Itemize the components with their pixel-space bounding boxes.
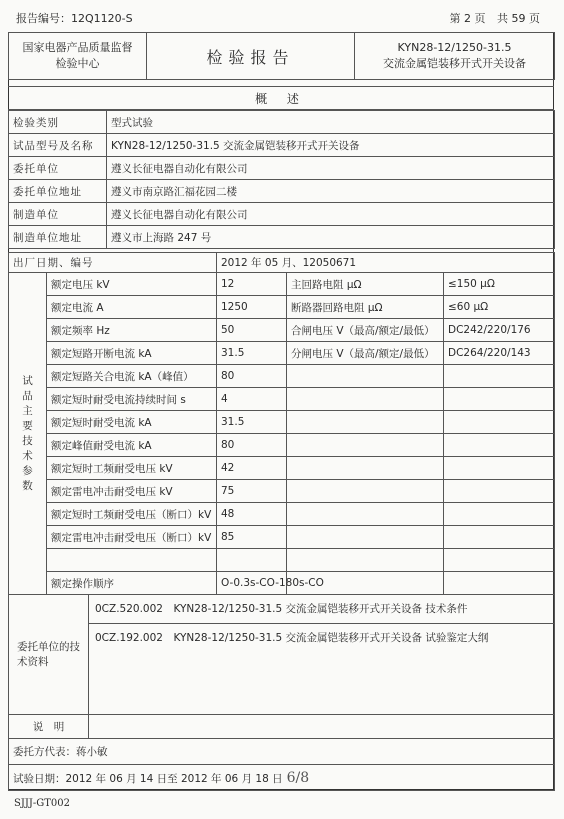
- param-row: [9, 319, 555, 342]
- param-value: [444, 457, 555, 480]
- tech-docs-list: [89, 595, 555, 715]
- param-name: 额定雷电冲击耐受电压 kV: [47, 480, 217, 503]
- param-value: ≤150 μΩ: [444, 273, 555, 296]
- param-value: 48: [217, 503, 287, 526]
- param-value: 1250: [217, 296, 287, 319]
- param-name: [287, 411, 444, 434]
- param-name: [287, 503, 444, 526]
- info-table: [8, 110, 555, 249]
- param-name: 额定短路开断电流 kA: [47, 342, 217, 365]
- testing-center: [9, 33, 147, 80]
- param-value: 80: [217, 434, 287, 457]
- info-value: 型式试验: [107, 111, 555, 134]
- info-value: 遵义长征电器自动化有限公司: [107, 157, 555, 180]
- org-line1: 国家电器产品质量监督: [22, 41, 133, 54]
- report-header: [8, 32, 555, 80]
- param-row: [9, 273, 555, 296]
- param-name: [287, 388, 444, 411]
- info-label: 试品型号及名称: [9, 134, 107, 157]
- param-name: 额定电压 kV: [47, 273, 217, 296]
- serial-table: [8, 252, 555, 273]
- param-name: 额定雷电冲击耐受电压（断口）kV: [47, 526, 217, 549]
- product-header: [355, 33, 555, 80]
- param-name: 合闸电压 V（最高/额定/最低）: [287, 319, 444, 342]
- report-number: 报告编号：12Q1120-S: [16, 12, 133, 25]
- param-row: [9, 503, 555, 526]
- info-row: [9, 180, 555, 203]
- delegate: 委托方代表：蒋小敏: [9, 739, 555, 765]
- info-row: [9, 134, 555, 157]
- param-value: [444, 503, 555, 526]
- serial-label: 出厂日期、编号: [9, 253, 217, 273]
- note-value: [89, 715, 555, 739]
- form-code: SJJJ-GT002: [14, 798, 71, 809]
- param-row: [9, 480, 555, 503]
- param-name: 额定短时耐受电流持续时间 s: [47, 388, 217, 411]
- param-row: [9, 365, 555, 388]
- param-row: [9, 572, 555, 595]
- param-row: [9, 434, 555, 457]
- param-name: [287, 480, 444, 503]
- params-side-label: 试品主要技术参数: [9, 273, 47, 595]
- handwritten-note: 6/8: [286, 769, 310, 786]
- product-model: KYN28-12/1250-31.5: [397, 41, 512, 54]
- param-row: [9, 296, 555, 319]
- param-name: [287, 526, 444, 549]
- info-row: [9, 203, 555, 226]
- param-value: 75: [217, 480, 287, 503]
- param-name: 额定频率 Hz: [47, 319, 217, 342]
- param-name: [287, 434, 444, 457]
- info-value: 遵义长征电器自动化有限公司: [107, 203, 555, 226]
- param-name: 主回路电阻 μΩ: [287, 273, 444, 296]
- param-name: 额定短时耐受电流 kA: [47, 411, 217, 434]
- param-value: [217, 549, 287, 572]
- param-value: [444, 549, 555, 572]
- info-value: 遵义市南京路汇福花园二楼: [107, 180, 555, 203]
- param-row: [9, 526, 555, 549]
- param-value: [444, 388, 555, 411]
- info-label: 委托单位地址: [9, 180, 107, 203]
- tech-doc-item: 0CZ.520.002 KYN28-12/1250-31.5 交流金属铠装移开式开关设备 技术条件: [89, 595, 554, 624]
- param-value: 4: [217, 388, 287, 411]
- info-label: 制造单位: [9, 203, 107, 226]
- param-name: 额定峰值耐受电流 kA: [47, 434, 217, 457]
- param-row: [9, 411, 555, 434]
- param-name: 额定短时工频耐受电压 kV: [47, 457, 217, 480]
- param-value: [444, 434, 555, 457]
- report-title: 检验报告: [147, 33, 355, 80]
- footer-table: [8, 714, 555, 739]
- param-value: 31.5: [217, 411, 287, 434]
- param-value: [444, 365, 555, 388]
- info-row: [9, 157, 555, 180]
- param-row: [9, 549, 555, 572]
- param-name: [287, 365, 444, 388]
- param-value: 50: [217, 319, 287, 342]
- param-name: [47, 549, 217, 572]
- org-line2: 检验中心: [55, 57, 100, 70]
- params-table: [8, 272, 555, 595]
- tech-docs-table: [8, 594, 555, 715]
- info-row: [9, 111, 555, 134]
- param-row: [9, 342, 555, 365]
- info-label: 检验类别: [9, 111, 107, 134]
- param-value: [444, 411, 555, 434]
- param-name: 断路器回路电阻 μΩ: [287, 296, 444, 319]
- note-label: 说 明: [9, 715, 89, 739]
- info-label: 制造单位地址: [9, 226, 107, 249]
- serial-value: 2012 年 05 月、12050671: [217, 253, 555, 273]
- page-number: 第 2 页: [449, 12, 486, 25]
- summary-title: 概 述: [8, 86, 554, 110]
- test-date: 试验日期：2012 年 06 月 14 日至 2012 年 06 月 18 日: [13, 772, 283, 785]
- param-value: 12: [217, 273, 287, 296]
- param-name: 额定操作顺序: [47, 572, 217, 595]
- param-name: 额定短时工频耐受电压（断口）kV: [47, 503, 217, 526]
- param-value: [444, 572, 555, 595]
- param-value: 31.5: [217, 342, 287, 365]
- param-value: DC264/220/143: [444, 342, 555, 365]
- param-name: 分闸电压 V（最高/额定/最低）: [287, 342, 444, 365]
- param-name: [287, 457, 444, 480]
- page-total: 共 59 页: [497, 12, 540, 25]
- param-value: [444, 526, 555, 549]
- param-row: [9, 457, 555, 480]
- param-row: [9, 388, 555, 411]
- param-value: ≤60 μΩ: [444, 296, 555, 319]
- info-value: 遵义市上海路 247 号: [107, 226, 555, 249]
- param-value: 85: [217, 526, 287, 549]
- page-indicator: [442, 10, 541, 26]
- param-value: 42: [217, 457, 287, 480]
- param-name: 额定短路关合电流 kA（峰值）: [47, 365, 217, 388]
- product-name: 交流金属铠装移开式开关设备: [383, 57, 526, 70]
- delegate-table: [8, 738, 555, 791]
- param-value: DC242/220/176: [444, 319, 555, 342]
- param-name: 额定电流 A: [47, 296, 217, 319]
- param-value: [444, 480, 555, 503]
- info-value: KYN28-12/1250-31.5 交流金属铠装移开式开关设备: [107, 134, 555, 157]
- tech-docs-label: 委托单位的技术资料: [9, 595, 89, 715]
- tech-doc-item: 0CZ.192.002 KYN28-12/1250-31.5 交流金属铠装移开式开关设备 试验鉴定大纲: [95, 632, 489, 644]
- param-name: [287, 549, 444, 572]
- test-date-cell: [9, 765, 555, 791]
- param-value: 80: [217, 365, 287, 388]
- info-row: [9, 226, 555, 249]
- info-label: 委托单位: [9, 157, 107, 180]
- param-value: O-0.3s-CO-180s-CO: [217, 572, 287, 595]
